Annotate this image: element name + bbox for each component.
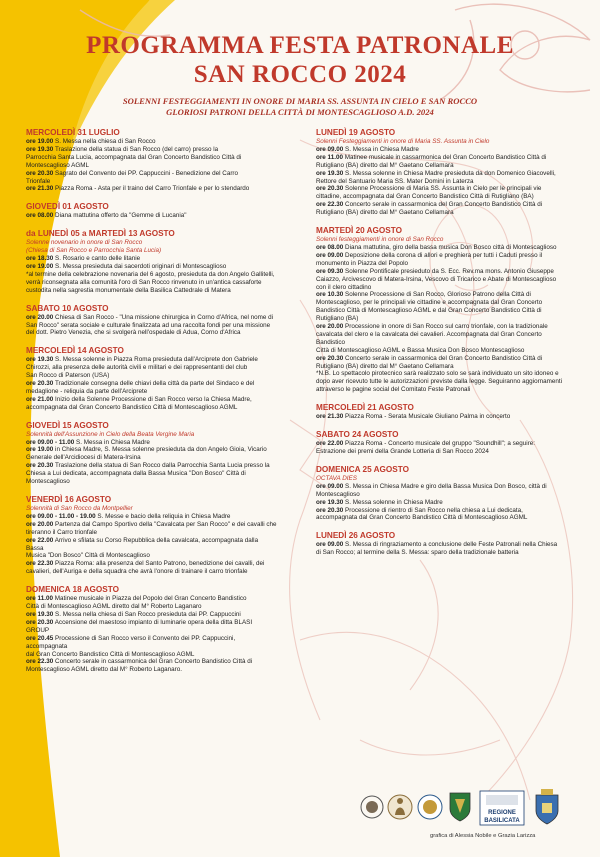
event-line bbox=[26, 322, 288, 330]
event-text: attraverso le pagine social del Comitato Feste Patronali bbox=[316, 386, 471, 394]
event-text: Tradizionale consegna delle chiavi della città da parte del Sindaco e del bbox=[53, 380, 255, 388]
event-text: Rutigliano (BA) diretto dal M° Gaetano Cellamara bbox=[316, 161, 454, 169]
event-line bbox=[26, 478, 288, 486]
event-text: Solenne Processione di Maria SS. Assunta in Cielo per le principali vie bbox=[343, 185, 542, 193]
day-heading: LUNEDÌ 26 AGOSTO bbox=[316, 531, 396, 541]
event-time: ore 22.30 bbox=[26, 560, 54, 568]
event-line bbox=[316, 193, 584, 201]
saint-roch-medallion-icon bbox=[388, 795, 412, 819]
event-text: Rettore del Santuario Maria SS. Mater Domini in Laterza bbox=[316, 177, 474, 185]
event-line bbox=[316, 170, 584, 178]
event-line bbox=[26, 537, 288, 545]
event-line bbox=[26, 470, 288, 478]
event-line bbox=[316, 201, 584, 209]
day-section bbox=[316, 531, 584, 557]
event-time: ore 19.30 bbox=[26, 610, 54, 618]
day-heading: MERCOLEDÌ 31 LUGLIO bbox=[26, 128, 120, 137]
event-line bbox=[26, 529, 288, 537]
event-text: dopo aver ricevuto tutte le autorizzazioni previste dalla legge. Seguiranno aggiornamenti bbox=[316, 378, 563, 386]
event-text: S. Messa in Chiesa Madre bbox=[74, 438, 150, 446]
day-heading: GIOVEDÌ 01 AGOSTO bbox=[26, 202, 109, 212]
event-text: Piazza Roma - Asta per il traino del Carro Trionfale e per lo stendardo bbox=[53, 185, 250, 193]
event-text: Montescaglioso AGML bbox=[26, 161, 89, 169]
event-text: accompagnata dal Gran Concerto Bandistico Città di Montescaglioso AGML bbox=[26, 403, 238, 411]
regione-label: REGIONE bbox=[488, 810, 516, 816]
day-heading: da LUNEDÌ 05 a MARTEDÌ 13 AGOSTO bbox=[26, 229, 175, 239]
day-heading: MERCOLEDÌ 14 AGOSTO bbox=[26, 346, 124, 356]
event-line bbox=[26, 404, 288, 412]
event-text: custodita nella sagrestia monumentale della Basilica Cattedrale di Matera bbox=[26, 286, 231, 294]
event-text: Rutigliano (BA) diretto dal M° Gaetano Cellamara bbox=[316, 362, 454, 370]
event-line bbox=[26, 595, 288, 603]
event-text: Musica "Don Bosco" Città di Montescaglioso bbox=[26, 552, 150, 560]
day-section bbox=[26, 229, 288, 294]
event-time: ore 19.00 bbox=[26, 446, 54, 454]
event-time: ore 09.30 bbox=[316, 267, 344, 275]
event-line bbox=[26, 611, 288, 619]
event-line bbox=[316, 499, 584, 507]
event-text: S. Messa presieduta dai sacerdoti originari di Montescaglioso bbox=[53, 262, 227, 270]
event-text: Montescaglioso, per le principali vie cittadine e accompagnata dal Gran Concerto bbox=[316, 299, 543, 307]
event-line bbox=[26, 162, 288, 170]
event-line bbox=[316, 448, 584, 456]
event-text: Accensione del maestoso impianto di luminarie opera della ditta BLASI bbox=[53, 618, 253, 626]
day-heading: MARTEDÌ 20 AGOSTO bbox=[316, 226, 402, 236]
event-text: in Chiesa Madre, S. Messa solenne presieduta da don Angelo Gioia, Vicario bbox=[53, 446, 267, 454]
event-line bbox=[316, 386, 584, 394]
event-time: ore 20.30 bbox=[26, 618, 54, 626]
day-heading: VENERDÌ 16 AGOSTO bbox=[26, 495, 112, 504]
event-text: monumento in Piazza del Popolo bbox=[316, 259, 409, 267]
event-line bbox=[316, 154, 584, 162]
event-time: ore 20.30 bbox=[26, 462, 54, 470]
event-text: Diana mattutina, giro della bassa musica Don Bosco città di Montescaglioso bbox=[343, 243, 557, 251]
event-text: Piazza Roma: alla presenza del Santo Patrono, benedizione dei cavalli, dei bbox=[53, 560, 265, 568]
day-section bbox=[316, 465, 584, 522]
event-time: ore 11.00 bbox=[316, 153, 343, 161]
event-text: GROUP bbox=[26, 626, 50, 634]
day-section bbox=[26, 346, 288, 411]
event-line bbox=[26, 552, 288, 560]
event-line bbox=[316, 413, 584, 421]
event-text: Traslazione della statua di San Rocco dalla Parrocchia Santa Lucia presso la bbox=[53, 462, 270, 470]
day-subheading: Solenne novenario in onore di San Rocco bbox=[26, 239, 143, 247]
event-line bbox=[26, 154, 288, 162]
event-text: S. Messa in Chiesa Madre bbox=[343, 145, 419, 153]
event-line bbox=[316, 260, 584, 268]
event-text: accompagnata bbox=[26, 642, 68, 650]
event-time: ore 22.00 bbox=[26, 536, 54, 544]
event-line bbox=[26, 388, 288, 396]
event-time: ore 22.00 bbox=[316, 440, 344, 448]
event-text: Montescaglioso AGML diretto dal M° Roberto Laganaro. bbox=[26, 666, 182, 674]
event-time: ore 09.00 bbox=[316, 145, 344, 153]
event-line bbox=[26, 603, 288, 611]
event-text: *al termine della celebrazione novenaria del 6 agosto, presieduta da don Angelo Gallitelli, bbox=[26, 270, 275, 278]
event-text: cavalieri, dell'Auriga e della squadra che avrà l'onore di trainare il carro trionfale bbox=[26, 568, 248, 576]
event-text: verrà riconsegnata alla comunità l'oro di San Rocco rinvenuto in un'antica cassaforte bbox=[26, 278, 262, 286]
day-section bbox=[26, 421, 288, 486]
event-time: ore 21.00 bbox=[26, 395, 54, 403]
coat-of-arms-icon bbox=[450, 793, 470, 821]
event-text: cavalcata del clero e la cavalcata dei cavalieri. Accompagnata dal Gran Concerto bbox=[316, 330, 542, 338]
day-section bbox=[26, 304, 288, 338]
event-line bbox=[316, 276, 584, 284]
event-time: ore 09.00 - 11.00 bbox=[26, 438, 75, 446]
day-section bbox=[26, 128, 288, 193]
event-line bbox=[316, 483, 584, 491]
event-text: Città di Montescaglioso AGML diretto dal M° Roberto Laganaro bbox=[26, 603, 202, 611]
event-time: ore 19.00 bbox=[26, 262, 54, 270]
day-section bbox=[26, 585, 288, 674]
event-line bbox=[26, 513, 288, 521]
event-text: S. Messa nella chiesa di San Rocco presieduta dai PP. Cappuccini bbox=[53, 610, 241, 618]
event-text: cittadine, accompagnata dal Gran Concerto Bandistico Città di Rutigliano (BA) bbox=[316, 193, 534, 201]
day-subheading: Solenni festeggiamenti in onore di San Rocco bbox=[316, 236, 444, 244]
event-line bbox=[26, 364, 288, 372]
event-line bbox=[316, 363, 584, 371]
event-text: Generale dell'Arcidiocesi di Matera-Irsina bbox=[26, 454, 141, 462]
event-line bbox=[26, 314, 288, 322]
left-column bbox=[26, 128, 288, 683]
day-subheading: (Chiesa di San Rocco e Parrocchia Santa Lucia) bbox=[26, 247, 162, 255]
event-line bbox=[26, 263, 288, 271]
day-section bbox=[316, 226, 584, 394]
event-time: ore 18.30 bbox=[26, 255, 54, 263]
event-text: S. Messe e bacio della reliquia in Chiesa Madre bbox=[95, 512, 231, 520]
event-line bbox=[26, 396, 288, 404]
event-line bbox=[26, 619, 288, 627]
day-section bbox=[316, 403, 584, 421]
event-text: Montescaglioso bbox=[26, 478, 70, 486]
event-line bbox=[26, 372, 288, 380]
event-line bbox=[26, 643, 288, 651]
event-time: ore 20.00 bbox=[26, 313, 54, 321]
event-time: ore 20.30 bbox=[316, 354, 344, 362]
page-title-year: SAN ROCCO 2024 bbox=[193, 61, 407, 88]
event-line bbox=[26, 454, 288, 462]
event-time: ore 20.30 bbox=[316, 185, 344, 193]
day-heading: SABATO 10 AGOSTO bbox=[26, 303, 109, 313]
event-text: Rutigliano (BA) diretto dal M° Gaetano Cellamara bbox=[316, 209, 454, 217]
subtitle-line-2: GLORIOSI PATRONI DELLA CITTÀ DI MONTESCAGLIOSO A.D. 2024 bbox=[166, 107, 434, 117]
day-section bbox=[26, 495, 288, 576]
event-line bbox=[316, 514, 584, 522]
event-line bbox=[26, 178, 288, 186]
event-text: Processione di rientro di San Rocco nella chiesa a Lui dedicata, bbox=[343, 506, 523, 514]
day-section bbox=[316, 430, 584, 456]
event-line bbox=[316, 252, 584, 260]
event-text: Piazza Roma - Concerto musicale del gruppo "Soundhill"; a seguire: bbox=[343, 440, 536, 448]
event-line bbox=[316, 315, 584, 323]
event-line bbox=[316, 291, 584, 299]
event-text: Rutigliano (BA) bbox=[316, 315, 359, 323]
event-line bbox=[26, 170, 288, 178]
event-time: ore 19.30 bbox=[26, 356, 54, 364]
town-crest-icon bbox=[536, 789, 558, 824]
club-seal-icon bbox=[418, 795, 442, 819]
event-line bbox=[316, 178, 584, 186]
event-text: del dott. Pietro Venezia, che si svolgerà nell'ospedale di Adua, Corno d'Africa bbox=[26, 329, 241, 337]
event-text: S. Rosario e canto delle litanie bbox=[53, 255, 141, 263]
event-time: ore 19.30 bbox=[316, 498, 344, 506]
event-line bbox=[26, 138, 288, 146]
event-text: Città di Montescaglioso AGML e Bassa Musica Don Bosco Montescaglioso bbox=[316, 346, 525, 354]
event-line bbox=[26, 666, 288, 674]
event-text: Arrivo e sfilata su Corso Repubblica della cavalcata, accompagnata dalla bbox=[53, 536, 259, 544]
event-time: ore 20.30 bbox=[26, 380, 54, 388]
event-line bbox=[316, 162, 584, 170]
event-time: ore 20.45 bbox=[26, 634, 54, 642]
parish-seal-icon bbox=[361, 796, 383, 818]
event-time: ore 19.30 bbox=[26, 145, 54, 153]
design-credit: grafica di Alessia Nobile e Grazia Larizza bbox=[430, 833, 536, 839]
regione-basilicata-logo bbox=[480, 791, 524, 825]
event-line bbox=[316, 146, 584, 154]
day-section bbox=[26, 202, 288, 220]
event-text: Piazza Roma - Serata Musicale Giuliano Palma in concerto bbox=[343, 413, 511, 421]
event-line bbox=[316, 491, 584, 499]
event-line bbox=[316, 185, 584, 193]
event-line bbox=[26, 560, 288, 568]
event-text: Bandistico Città di Montescaglioso AGML e dal Gran Concerto Bandistico Città di bbox=[316, 307, 542, 315]
event-line bbox=[316, 209, 584, 217]
event-text: di San Rocco; al termine della S. Messa: sparo della tradizionale batteria bbox=[316, 549, 519, 557]
day-subheading: Solenni Festeggiamenti in onore di Maria SS. Assunta in Cielo bbox=[316, 138, 490, 145]
event-line bbox=[316, 355, 584, 363]
event-text: accompagnata dal Gran Concerto Bandistico Città di Montescaglioso AGML bbox=[316, 514, 528, 522]
event-text: Parrocchia Santa Lucia, accompagnata dal Gran Concerto Bandistico Città di bbox=[26, 153, 242, 161]
event-line bbox=[316, 331, 584, 339]
right-column bbox=[316, 128, 584, 566]
event-text: Caiazzo, Arcivescovo di Matera-Irsina, Vescovo di Tricarico e Abate di Montescaglioso bbox=[316, 275, 557, 283]
event-line bbox=[316, 549, 584, 557]
event-text: Concerto serale in cassarmonica del Gran Concerto Bandistico Città di bbox=[53, 658, 253, 666]
event-time: ore 10.30 bbox=[316, 291, 344, 299]
event-time: ore 19.30 bbox=[316, 169, 344, 177]
event-text: Chiesa di San Rocco - "Una missione chirurgica in Corno d'Africa, nel nome di bbox=[53, 313, 274, 321]
event-text: Bandistico bbox=[316, 338, 346, 346]
day-heading: DOMENICA 25 AGOSTO bbox=[316, 464, 409, 474]
event-line bbox=[316, 323, 584, 331]
event-text: *N.B. Lo spettacolo pirotecnico sarà realizzato solo se sarà individuato un sito idoneo e bbox=[316, 370, 559, 378]
event-time: ore 21.30 bbox=[26, 185, 54, 193]
event-time: ore 20.00 bbox=[316, 323, 344, 331]
event-text: Solenne Pontificale presieduto da S. Ecc. Rev.ma mons. Antonio Giuseppe bbox=[343, 267, 554, 275]
subtitle-line-1: SOLENNI FESTEGGIAMENTI IN ONORE DI MARIA SS. ASSUNTA IN CIELO E SAN ROCCO bbox=[122, 96, 478, 106]
event-text: Estrazione dei premi della Grande Lotteria di San Rocco 2024 bbox=[316, 448, 489, 455]
event-line bbox=[26, 462, 288, 470]
event-line bbox=[316, 307, 584, 315]
day-heading: MERCOLEDÌ 21 AGOSTO bbox=[316, 403, 414, 413]
event-line bbox=[26, 651, 288, 659]
event-text: San Rocco di Paterson (USA) bbox=[26, 372, 110, 380]
day-section bbox=[316, 128, 584, 217]
event-time: ore 08.00 bbox=[26, 212, 54, 220]
event-time: ore 09.00 - 11.00 - 19.00 bbox=[26, 512, 96, 520]
event-line bbox=[26, 439, 288, 447]
event-line bbox=[316, 268, 584, 276]
event-text: Solenne Processione di San Rocco, Glorioso Patrono della Città di bbox=[343, 291, 531, 299]
event-line bbox=[26, 545, 288, 553]
event-line bbox=[26, 185, 288, 193]
day-subheading: OCTAVA DIES bbox=[316, 474, 357, 482]
event-text: con il clero cittadino bbox=[316, 283, 372, 291]
event-text: Inizio della Solenne Processione di San Rocco verso la Chiesa Madre, bbox=[53, 395, 252, 403]
event-text: S. Messa solenne in Chiesa Madre bbox=[343, 498, 443, 506]
event-text: Matinee musicale in cassarmonica del Gran Concerto Bandistico Città di bbox=[342, 153, 547, 161]
event-time: ore 20.00 bbox=[26, 520, 54, 528]
event-time: ore 22.30 bbox=[26, 658, 54, 666]
day-subheading: Solennità di San Rocco da Montpellier bbox=[26, 505, 133, 512]
event-line bbox=[316, 299, 584, 307]
event-time: ore 21.30 bbox=[316, 413, 344, 421]
event-text: S. Messa di ringraziamento a conclusione delle Feste Patronali nella Chiesa bbox=[343, 541, 558, 549]
event-line bbox=[316, 347, 584, 355]
event-text: S. Messa in Chiesa Madre e giro della Bassa Musica Don Bosco, città di bbox=[343, 482, 547, 490]
event-line bbox=[26, 146, 288, 154]
event-line bbox=[26, 212, 288, 220]
event-line bbox=[26, 380, 288, 388]
event-text: S. Messa nella chiesa di San Rocco bbox=[53, 138, 156, 145]
day-heading: SABATO 24 AGOSTO bbox=[316, 430, 399, 440]
event-text: dal Gran Concerto Bandistico Città di Montescaglioso AGML bbox=[26, 650, 195, 658]
event-line bbox=[316, 440, 584, 448]
event-line bbox=[26, 446, 288, 454]
day-heading: DOMENICA 18 AGOSTO bbox=[26, 585, 119, 595]
event-line bbox=[26, 255, 288, 263]
day-heading: LUNEDÌ 19 AGOSTO bbox=[316, 128, 396, 137]
event-line bbox=[316, 370, 584, 378]
event-time: ore 09.00 bbox=[316, 541, 344, 549]
day-heading: GIOVEDÌ 15 AGOSTO bbox=[26, 420, 109, 430]
event-time: ore 22.30 bbox=[316, 201, 344, 209]
event-line bbox=[316, 244, 584, 252]
event-text: Matinee musicale in Piazza del Popolo del Gran Concerto Bandistico bbox=[52, 595, 247, 603]
event-time: ore 19.00 bbox=[26, 138, 54, 145]
event-time: ore 08.00 bbox=[316, 243, 344, 251]
event-text: Diana mattutina offerto da "Gemme di Lucania" bbox=[53, 212, 187, 220]
event-text: Partenza dal Campo Sportivo della "Cavalcata per San Rocco" e dei cavalli che bbox=[53, 520, 277, 528]
event-line bbox=[26, 279, 288, 287]
day-subheading: Solennità dell'Assunzione in Cielo della Beata Vergine Maria bbox=[26, 430, 195, 438]
event-time: ore 09.00 bbox=[316, 482, 344, 490]
event-line bbox=[316, 541, 584, 549]
event-time: ore 09.00 bbox=[316, 251, 344, 259]
event-line bbox=[26, 287, 288, 295]
event-line bbox=[26, 271, 288, 279]
event-text: Montescaglioso bbox=[316, 490, 360, 498]
event-line bbox=[316, 507, 584, 515]
basilicata-label: BASILICATA bbox=[484, 818, 520, 824]
event-line bbox=[26, 627, 288, 635]
event-line bbox=[316, 378, 584, 386]
event-line bbox=[316, 284, 584, 292]
page-title: PROGRAMMA FESTA PATRONALE bbox=[86, 32, 514, 59]
event-time: ore 11.00 bbox=[26, 595, 53, 603]
event-line bbox=[26, 329, 288, 337]
event-line bbox=[26, 521, 288, 529]
event-text: Chirozzi, alla presenza delle autorità civili e militari e dei rappresentanti del club bbox=[26, 364, 248, 372]
event-text: S. Messa solenne in Chiesa Madre presieduta da don Domenico Giacovelli, bbox=[343, 169, 556, 177]
event-line bbox=[26, 635, 288, 643]
event-text: Sagrato del Convento dei PP. Cappuccini - Benedizione del Carro bbox=[53, 169, 239, 177]
event-time: ore 20.30 bbox=[26, 169, 54, 177]
event-line bbox=[26, 568, 288, 576]
event-text: San Rocco" serata sociale e culturale finalizzata ad una raccolta fondi per una missione bbox=[26, 321, 271, 329]
event-line bbox=[316, 339, 584, 347]
footer-logos bbox=[360, 779, 590, 831]
event-text: Deposizione della corona di allori e preghiera per tutti i Caduti presso il bbox=[343, 251, 543, 259]
event-time: ore 20.30 bbox=[316, 506, 344, 514]
event-text: Concerto serale in cassarmonica del Gran Concerto Bandistico Città di bbox=[343, 201, 543, 209]
event-text: Chiesa a Lui dedicata, accompagnata dalla Bassa Musica "Don Bosco" Città di bbox=[26, 470, 246, 478]
event-line bbox=[26, 356, 288, 364]
event-text: Trionfale bbox=[26, 177, 51, 185]
event-text: S. Messa solenne in Piazza Roma presieduta dall'Arciprete don Gabriele bbox=[53, 356, 258, 364]
event-text: Processione in onore di San Rocco sul carro trionfale, con la tradizionale bbox=[343, 323, 548, 331]
event-text: Bassa bbox=[26, 544, 44, 552]
event-text: Traslazione della statua di San Rocco (del carro) presso la bbox=[53, 145, 219, 153]
event-text: medaglione - reliquia da parte dell'Arciprete bbox=[26, 387, 148, 395]
event-text: Concerto serale in cassarmonica del Gran Concerto Bandistico Città di bbox=[343, 354, 543, 362]
event-text: tireranno il Carro trionfale bbox=[26, 528, 98, 536]
event-text: Processione di San Rocco verso il Convento dei PP. Cappuccini, bbox=[53, 634, 236, 642]
